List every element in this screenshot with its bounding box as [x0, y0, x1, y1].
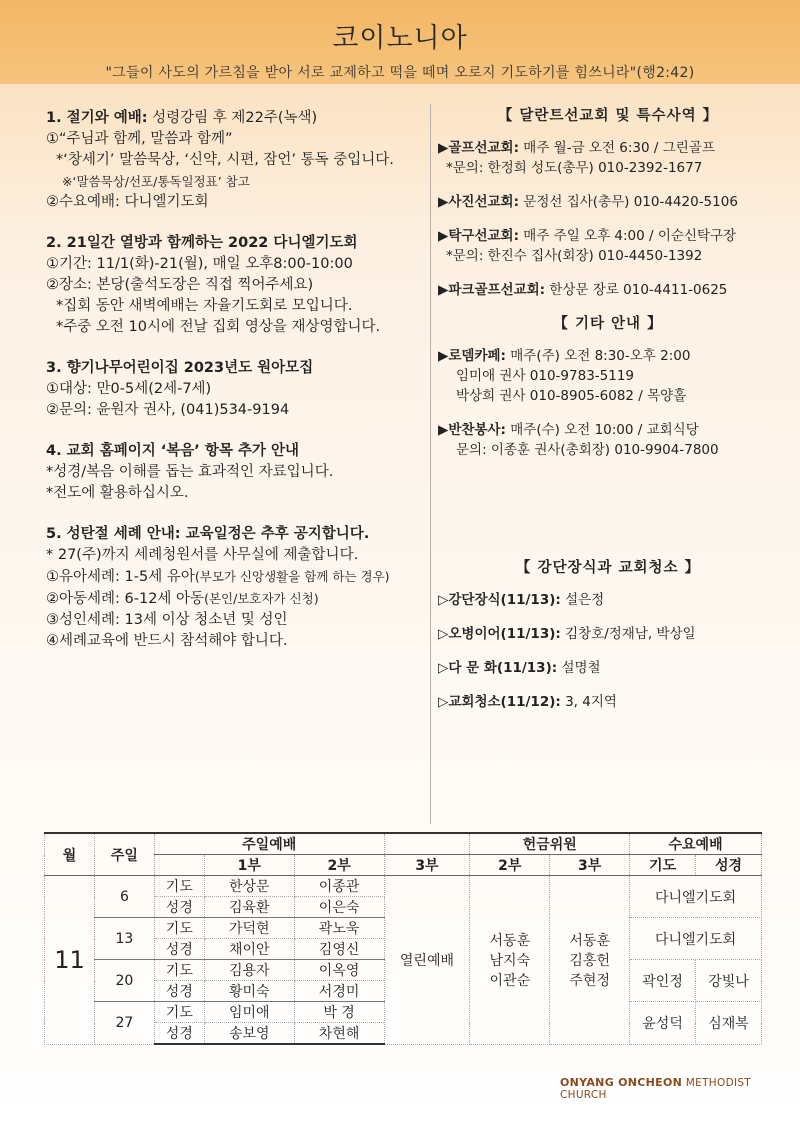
item-sub: 박상희 권사 010-8905-6082 / 목양홀 — [456, 388, 687, 404]
line-note: ※‘말씀묵상/선포/통독일정표’ 참고 — [62, 174, 250, 189]
role-cell: 기도 — [154, 1002, 204, 1023]
header-month: 월 — [45, 833, 95, 876]
table-cell: 차현해 — [294, 1023, 384, 1045]
table-cell: 황미숙 — [204, 981, 294, 1002]
offering-name: 김홍헌 — [569, 952, 610, 969]
header-verse: "그들이 사도의 가르침을 받아 서로 교제하고 떡을 떼며 오로지 기도하기를 힘쓰니라"(행2:42) — [105, 65, 695, 81]
item-text: 3, 4지역 — [560, 694, 617, 710]
table-cell: 김용자 — [204, 960, 294, 981]
item-text: 매주(수) 오전 10:00 / 교회식당 — [505, 422, 699, 438]
third-service-cell: 열린예배 — [384, 876, 470, 1045]
item-label: ▷다 문 화(11/13): — [438, 660, 558, 676]
line: *‘창세기’ 말씀묵상, ‘신약, 시편, 잠언’ 통독 중입니다. — [56, 152, 394, 168]
item-golf — [438, 138, 778, 178]
item-text: 매주 주일 오후 4:00 / 이순신탁구장 — [519, 228, 737, 244]
item-sub: *문의: 한정희 성도(총무) 010-2392-1677 — [446, 160, 703, 176]
item-text: 설명철 — [557, 660, 601, 676]
item-tabletennis — [438, 226, 778, 266]
section-title: 3. 향기나무어린이집 2023년도 원아모집 — [46, 360, 314, 376]
table-cell: 이은숙 — [294, 897, 384, 918]
schedule-table — [44, 832, 762, 1045]
role-cell: 성경 — [154, 1023, 204, 1045]
section-title: 4. 교회 홈페이지 ‘복음’ 항목 추가 안내 — [46, 443, 299, 459]
item-label: ▶탁구선교회: — [438, 228, 519, 244]
line: *집회 동안 새벽예배는 자율기도회로 모입니다. — [56, 298, 353, 314]
offering-name: 남지숙 — [489, 952, 531, 969]
heading-altar-cleaning: 【 강단장식과 교회청소 】 — [515, 560, 701, 576]
church-name: ONYANG ONCHEON — [560, 1076, 683, 1089]
church-name-sub: METHODIST CHURCH — [560, 1077, 752, 1101]
item-tea — [438, 658, 778, 678]
offering-name: 서동훈 — [569, 932, 610, 949]
role-cell: 성경 — [154, 939, 204, 960]
item-text: 매주(주) 오전 8:30-오후 2:00 — [505, 348, 691, 364]
wed-cell: 다니엘기도회 — [630, 876, 762, 918]
line: ④세례교육에 반드시 참석해야 합니다. — [46, 633, 288, 649]
heading-talent-missions: 【 달란트선교회 및 특수사역 】 — [497, 108, 719, 124]
wed-cell: 다니엘기도회 — [630, 918, 762, 960]
wed-cell: 윤성덕 — [630, 1002, 696, 1045]
header-scripture: 성경 — [696, 855, 762, 876]
offering-name: 주현정 — [569, 972, 610, 989]
offering-2nd-cell — [470, 876, 550, 1045]
item-altar — [438, 590, 778, 610]
item-text: 설은정 — [560, 592, 605, 608]
offering-name: 서동훈 — [489, 932, 531, 949]
line: *주중 오전 10시에 전날 집회 영상을 재상영합니다. — [56, 319, 381, 335]
role-cell: 기도 — [154, 960, 204, 981]
item-cafe — [438, 346, 778, 406]
header-banner — [0, 0, 800, 84]
item-text: 매주 월-금 오전 6:30 / 그린골프 — [519, 140, 715, 156]
item-label: ▶골프선교회: — [438, 140, 519, 156]
section-title: 2. 21일간 열방과 함께하는 2022 다니엘기도회 — [46, 235, 358, 251]
table-cell: 이종관 — [294, 876, 384, 897]
table-cell: 임미애 — [204, 1002, 294, 1023]
week-cell: 20 — [94, 960, 154, 1002]
header-sunday-service: 주일예배 — [154, 833, 384, 855]
table-cell: 김영신 — [294, 939, 384, 960]
table-cell: 서경미 — [294, 981, 384, 1002]
item-sub: *문의: 한진수 집사(회장) 010-4450-1392 — [446, 248, 703, 264]
item-photo — [438, 192, 778, 212]
item-five-loaves — [438, 624, 778, 644]
line: ②수요예배: 다니엘기도회 — [46, 194, 209, 210]
line-note: (본인/보호자가 신청) — [204, 591, 319, 606]
header-3rd: 3부 — [384, 855, 470, 876]
wed-cell: 강빛나 — [696, 960, 762, 1002]
table-cell: 채이안 — [204, 939, 294, 960]
header-offering: 헌금위원 — [470, 833, 630, 855]
item-text: 문정선 집사(총무) 010-4420-5106 — [519, 194, 738, 210]
item-side-dish — [438, 420, 778, 460]
table-cell: 이옥영 — [294, 960, 384, 981]
line: ①대상: 만0-5세(2세-7세) — [46, 381, 212, 397]
right-column — [438, 106, 778, 726]
item-cleaning — [438, 692, 778, 712]
role-cell: 성경 — [154, 897, 204, 918]
section-homepage — [46, 441, 426, 504]
section-title: 1. 절기와 예배: — [46, 110, 148, 126]
line: ①기간: 11/1(화)-21(월), 매일 오후8:00-10:00 — [46, 256, 353, 272]
offering-name: 이관순 — [489, 972, 531, 989]
week-cell: 13 — [94, 918, 154, 960]
left-column — [46, 108, 426, 672]
section-baptism — [46, 524, 426, 652]
role-cell: 성경 — [154, 981, 204, 1002]
item-sub: 임미애 권사 010-9783-5119 — [456, 368, 635, 384]
heading-other-info: 【 기타 안내 】 — [553, 316, 663, 332]
wed-cell: 곽인정 — [630, 960, 696, 1002]
table-cell: 김육환 — [204, 897, 294, 918]
item-label: ▶사진선교회: — [438, 194, 519, 210]
table-cell: 한상문 — [204, 876, 294, 897]
item-label: ▶파크골프선교회: — [438, 282, 546, 298]
role-cell: 기도 — [154, 876, 204, 897]
header-2nd: 2부 — [294, 855, 384, 876]
header-1st: 1부 — [204, 855, 294, 876]
line: *성경/복음 이해를 돕는 효과적인 자료입니다. — [46, 464, 334, 480]
line: *전도에 활용하십시오. — [46, 485, 189, 501]
church-name-footer — [560, 1076, 800, 1101]
header-offering-2nd: 2부 — [470, 855, 550, 876]
line-note: (부모가 신앙생활을 함께 하는 경우) — [194, 569, 390, 584]
line: ①유아세례: 1-5세 유아 — [46, 569, 195, 585]
line: ③성인세례: 13세 이상 청소년 및 성인 — [46, 612, 288, 628]
item-text: 김창호/정재남, 박상일 — [560, 626, 696, 642]
line: ①“주님과 함께, 말씀과 함께” — [46, 131, 233, 147]
header-prayer: 기도 — [630, 855, 696, 876]
section-title-rest: 성령강림 후 제22주(녹색) — [147, 110, 318, 126]
table-cell: 박 경 — [294, 1002, 384, 1023]
item-sub: 문의: 이종훈 권사(총회장) 010-9904-7800 — [456, 442, 719, 458]
column-divider — [430, 104, 431, 824]
item-label: ▷교회청소(11/12): — [438, 694, 561, 710]
week-cell: 27 — [94, 1002, 154, 1045]
line: ②문의: 윤원자 권사, (041)534-9194 — [46, 402, 290, 418]
item-label: ▶로뎀카페: — [438, 348, 506, 364]
header-offering-3rd: 3부 — [550, 855, 630, 876]
role-cell: 기도 — [154, 918, 204, 939]
header-week: 주일 — [94, 833, 154, 876]
line: ②장소: 본당(출석도장은 직접 찍어주세요) — [46, 277, 314, 293]
table-cell: 가덕현 — [204, 918, 294, 939]
item-label: ▶반찬봉사: — [438, 422, 506, 438]
section-daycare — [46, 358, 426, 421]
month-cell: 11 — [45, 876, 95, 1045]
wed-cell: 심재복 — [696, 1002, 762, 1045]
line: * 27(주)까지 세례청원서를 사무실에 제출합니다. — [46, 547, 359, 563]
page-title: 코이노니아 — [332, 23, 468, 54]
table-cell: 곽노욱 — [294, 918, 384, 939]
week-cell: 6 — [94, 876, 154, 918]
section-worship — [46, 108, 426, 213]
table-cell: 송보영 — [204, 1023, 294, 1045]
item-label: ▷강단장식(11/13): — [438, 592, 561, 608]
item-text: 한상문 장로 010-4411-0625 — [545, 282, 728, 298]
header-wednesday: 수요예배 — [630, 833, 762, 855]
item-label: ▷오병이어(11/13): — [438, 626, 561, 642]
line: ②아동세례: 6-12세 아동 — [46, 591, 205, 607]
section-title: 5. 성탄절 세례 안내: 교육일정은 추후 공지합니다. — [46, 526, 370, 542]
offering-3rd-cell — [550, 876, 630, 1045]
item-parkgolf — [438, 280, 778, 300]
section-daniel-prayer — [46, 233, 426, 338]
